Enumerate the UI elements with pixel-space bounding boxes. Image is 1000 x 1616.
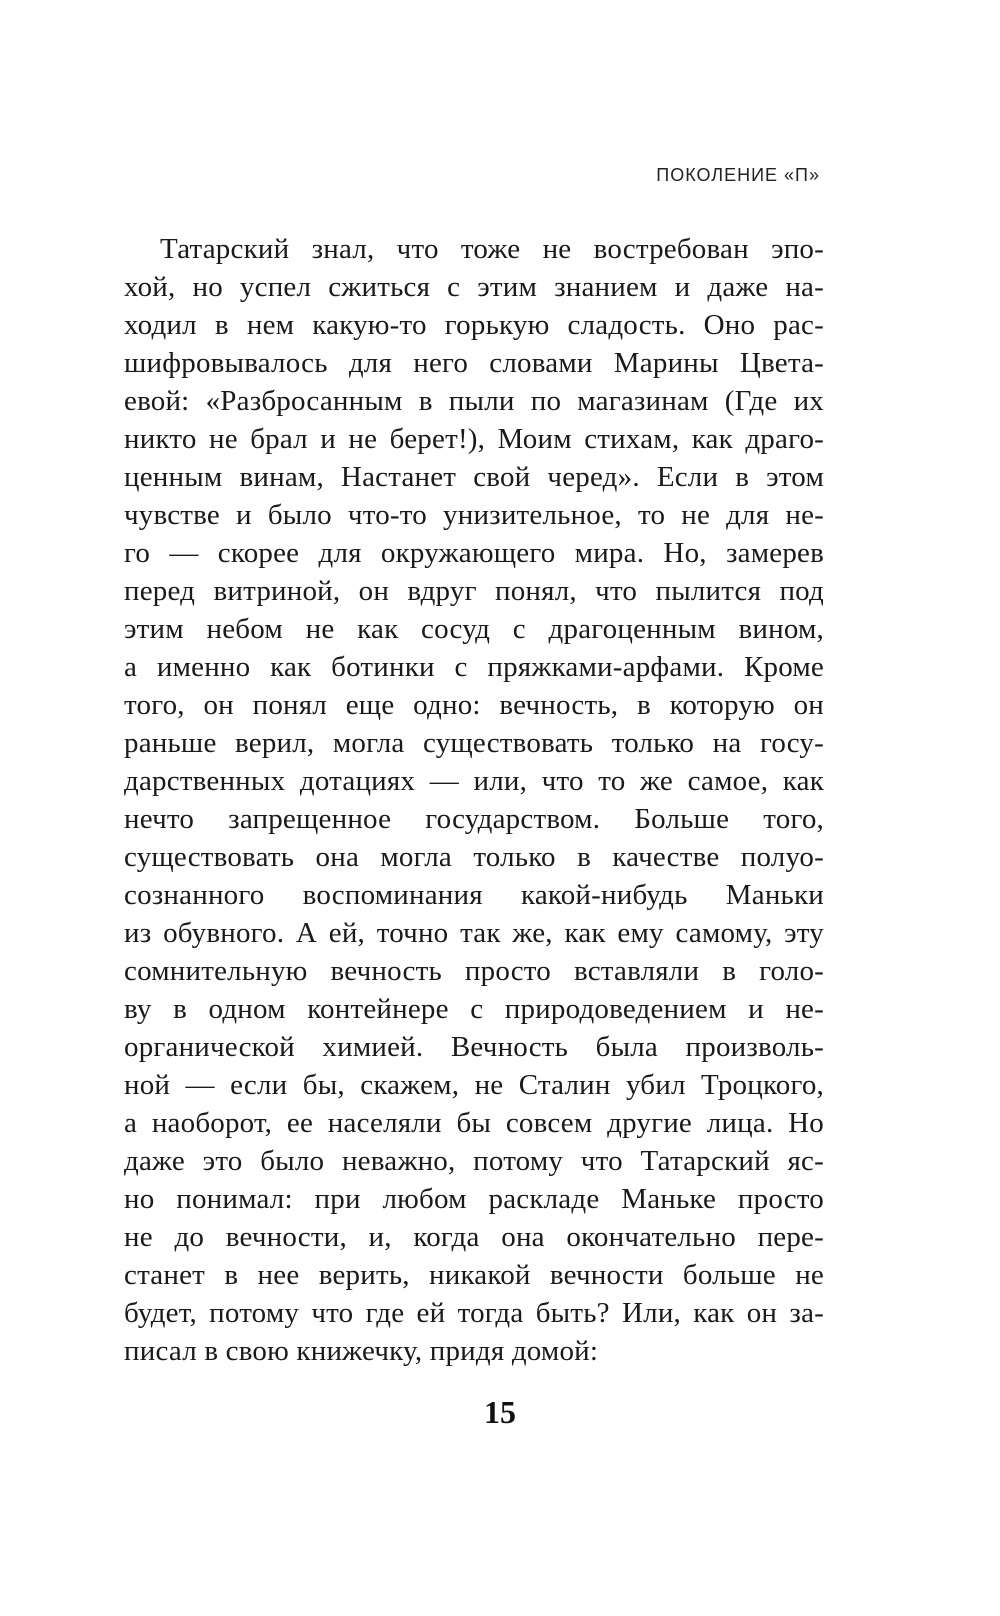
- text-line: Татарский знал, что тоже не востребован эпо-: [160, 233, 824, 265]
- text-line: никто не брал и не берет!), Моим стихам, как драго-: [124, 423, 824, 455]
- text-line: ной — если бы, скажем, не Сталин убил Троцкого,: [124, 1069, 824, 1101]
- body-text: [124, 230, 824, 1370]
- text-line: органической химией. Вечность была произволь-: [124, 1031, 824, 1063]
- text-line: даже это было неважно, потому что Татарский яс-: [124, 1145, 824, 1177]
- text-line: сомнительную вечность просто вставляли в голо-: [124, 955, 824, 987]
- text-line: дарственных дотациях — или, что то же самое, как: [124, 765, 824, 797]
- text-line: чувстве и было что-то унизительное, то не для не-: [124, 499, 824, 531]
- text-line: станет в нее верить, никакой вечности больше не: [124, 1259, 824, 1291]
- text-line: писал в свою книжечку, придя домой:: [124, 1335, 599, 1367]
- text-line: но понимал: при любом раскладе Маньке просто: [124, 1183, 824, 1215]
- text-line: этим небом не как сосуд с драгоценным вином,: [124, 613, 824, 645]
- text-line: ходил в нем какую-то горькую сладость. Оно рас-: [124, 309, 824, 341]
- text-line: не до вечности, и, когда она окончательно пере-: [124, 1221, 824, 1253]
- text-line: ву в одном контейнере с природоведением и не-: [124, 993, 824, 1025]
- text-line: шифровывалось для него словами Марины Цвета-: [124, 347, 824, 379]
- page-number: 15: [484, 1394, 516, 1430]
- text-line: евой: «Разбросанным в пыли по магазинам (Где их: [124, 385, 824, 417]
- text-line: ценным винам, Настанет свой черед». Если в этом: [124, 461, 824, 493]
- text-line: хой, но успел сжиться с этим знанием и даже на-: [124, 271, 824, 303]
- text-line: существовать она могла только в качестве полуо-: [124, 841, 824, 873]
- text-line: раньше верил, могла существовать только на госу-: [124, 727, 824, 759]
- text-line: а именно как ботинки с пряжками-арфами. Кроме: [124, 651, 824, 683]
- text-line: сознанного воспоминания какой-нибудь Маньки: [124, 879, 824, 911]
- text-line: нечто запрещенное государством. Больше того,: [124, 803, 824, 835]
- running-title: ПОКОЛЕНИЕ «П»: [656, 165, 820, 185]
- text-line: го — скорее для окружающего мира. Но, замерев: [124, 537, 824, 569]
- text-line: из обувного. А ей, точно так же, как ему самому, эту: [124, 917, 824, 949]
- text-line: перед витриной, он вдруг понял, что пылится под: [124, 575, 824, 607]
- text-line: того, он понял еще одно: вечность, в которую он: [124, 689, 824, 721]
- text-line: а наоборот, ее населяли бы совсем другие лица. Но: [124, 1107, 824, 1139]
- text-line: будет, потому что где ей тогда быть? Или, как он за-: [124, 1297, 824, 1329]
